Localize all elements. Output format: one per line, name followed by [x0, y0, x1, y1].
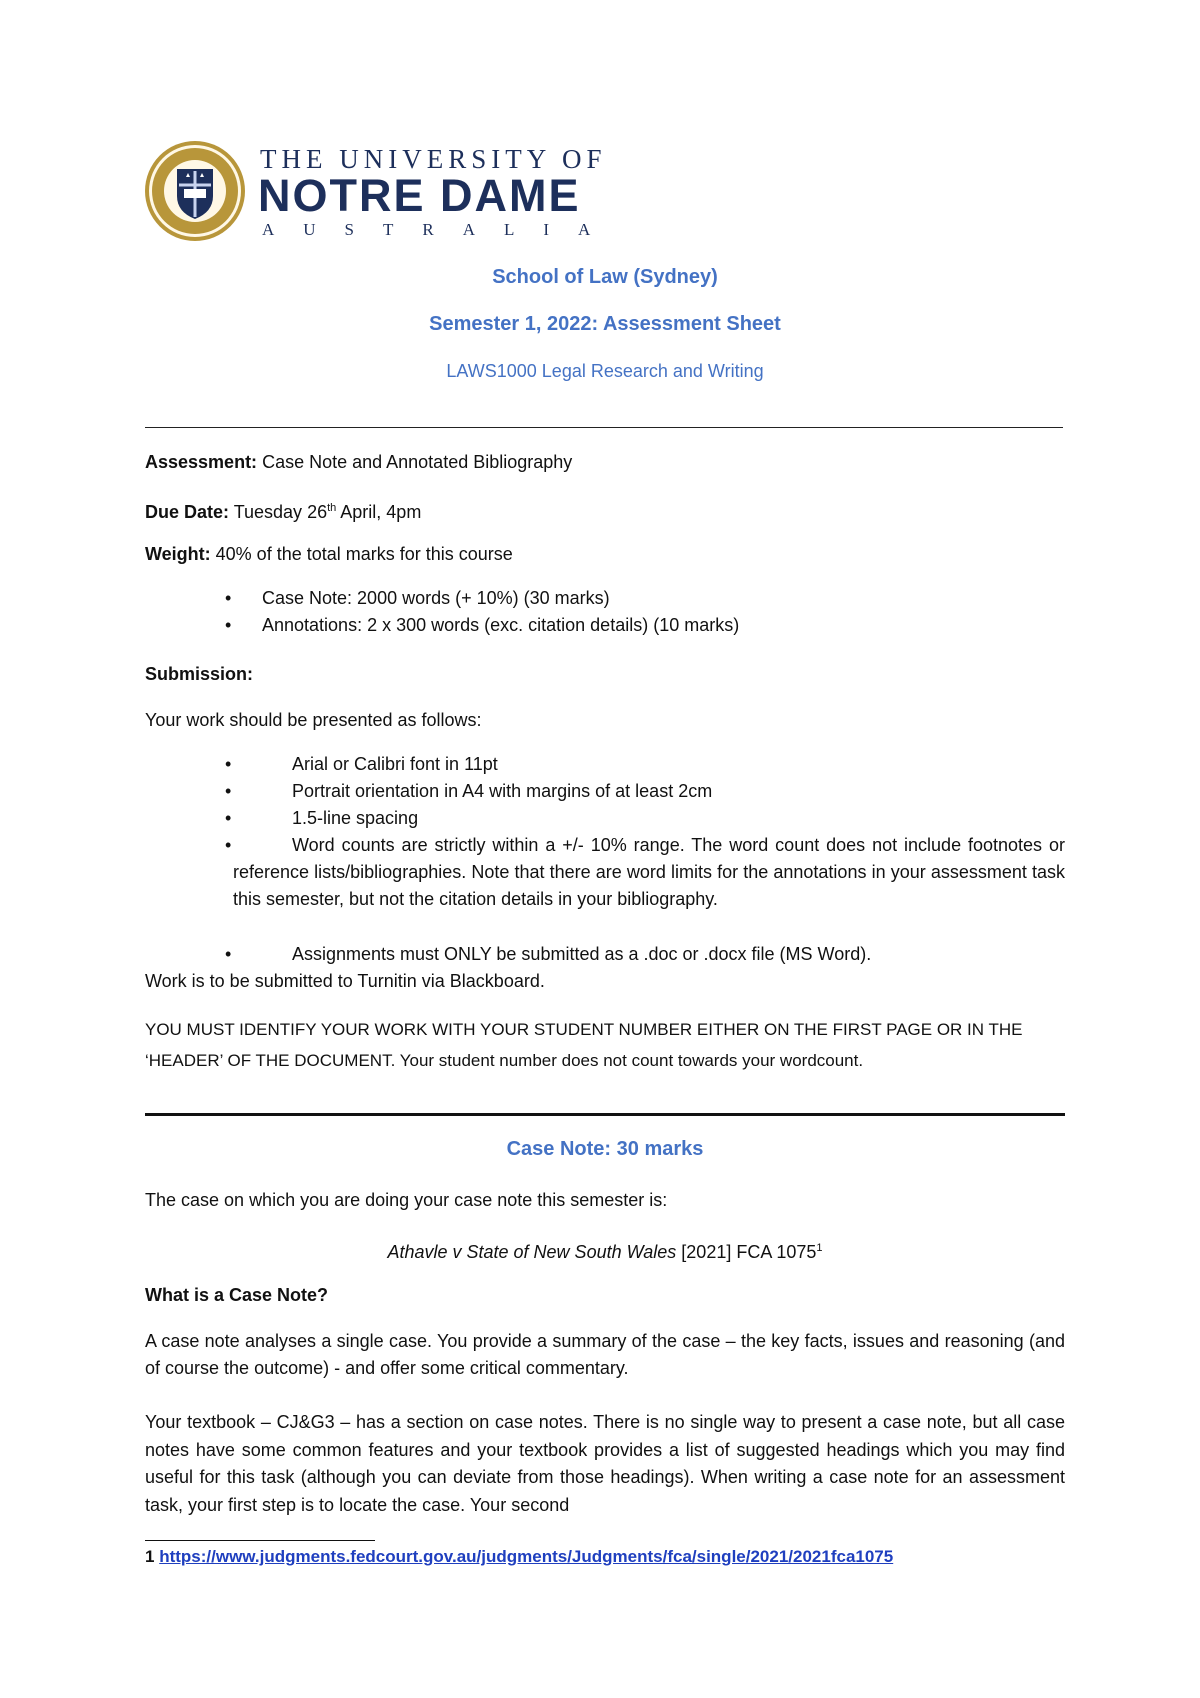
bullet-icon: •	[225, 615, 232, 635]
university-logo	[144, 140, 620, 246]
divider	[145, 427, 1063, 428]
university-seal-icon	[144, 140, 246, 242]
assessment-value: Case Note and Annotated Bibliography	[257, 452, 573, 472]
bullet-icon: •	[225, 781, 232, 801]
logo-text-line1: THE UNIVERSITY OF	[260, 144, 607, 174]
school-title: School of Law (Sydney)	[492, 266, 718, 288]
due-date-value: Tuesday 26	[229, 502, 328, 522]
submission-item-word-count: Word counts are strictly within a +/- 10% range. The word count does not include footnotes or reference lists/bibliographies. Note that there are word limits for the annotations in your assessment task this semester, but not the citation details in your bibliography.	[233, 835, 1065, 909]
footnote-ref: 1	[816, 1242, 823, 1254]
submission-intro: Your work should be presented as follows:	[145, 710, 482, 730]
bullet-icon: •	[225, 754, 232, 774]
case-note-intro: The case on which you are doing your case note this semester is:	[145, 1190, 668, 1210]
weight-item-annotations: Annotations: 2 x 300 words (exc. citation details) (10 marks)	[262, 615, 740, 635]
due-date-superscript: th	[327, 502, 337, 514]
bullet-icon: •	[225, 944, 232, 964]
submission-item-spacing: 1.5-line spacing	[292, 808, 419, 828]
bullet-icon: •	[225, 808, 232, 828]
bullet-icon: •	[225, 588, 232, 608]
student-number-notice-rest: Your student number does not count towards your wordcount.	[395, 1051, 864, 1070]
turnitin-note: Work is to be submitted to Turnitin via Blackboard.	[145, 971, 545, 991]
logo-text-line2: NOTRE DAME	[258, 170, 581, 221]
due-date-label: Due Date:	[145, 502, 230, 522]
what-is-case-note-heading: What is a Case Note?	[145, 1285, 329, 1305]
footnote-separator	[145, 1540, 375, 1541]
weight-value: 40% of the total marks for this course	[210, 544, 513, 564]
footnote-link[interactable]: https://www.judgments.fedcourt.gov.au/judgments/Judgments/fca/single/2021/2021fca1075	[159, 1547, 894, 1566]
logo-text-line3: AUSTRALIA	[262, 220, 620, 239]
weight-line	[145, 541, 1065, 568]
submission-item-font: Arial or Calibri font in 11pt	[292, 754, 498, 774]
unit-title: LAWS1000 Legal Research and Writing	[446, 361, 764, 381]
case-citation-number: [2021] FCA 1075	[676, 1242, 817, 1262]
footnote-number: 1	[145, 1547, 155, 1566]
student-number-notice-caps: YOU MUST IDENTIFY YOUR WORK WITH YOUR STUDENT NUMBER EITHER ON THE FIRST PAGE OR IN THE ‘HEADER’ OF THE DOCUMENT.	[145, 1020, 1023, 1070]
submission-item-file-type: Assignments must ONLY be submitted as a .doc or .docx file (MS Word).	[292, 944, 872, 964]
submission-label: Submission:	[145, 664, 254, 684]
semester-title: Semester 1, 2022: Assessment Sheet	[429, 313, 781, 335]
weight-label: Weight:	[145, 544, 211, 564]
weight-item-case-note: Case Note: 2000 words (+ 10%) (30 marks)	[262, 588, 610, 608]
bullet-icon: •	[225, 835, 232, 855]
footnote	[145, 1547, 893, 1567]
case-note-heading: Case Note: 30 marks	[506, 1138, 704, 1160]
assessment-label: Assessment:	[145, 452, 258, 472]
case-note-paragraph-2: Your textbook – CJ&G3 – has a section on case notes. There is no single way to present a case note, but all case notes have some common features and your textbook provides a list of suggested headings which you may find useful for this task (although you can deviate from those headings). When writing a case note for an assessment task, your first step is to locate the case. Your second	[145, 1412, 1065, 1515]
assessment-line	[145, 449, 1065, 476]
submission-item-orientation: Portrait orientation in A4 with margins of at least 2cm	[292, 781, 713, 801]
case-note-paragraph-1: A case note analyses a single case. You provide a summary of the case – the key facts, issues and reasoning (and of course the outcome) - and offer some critical commentary.	[145, 1331, 1065, 1378]
due-date-value-end: April, 4pm	[336, 502, 422, 522]
case-name: Athavle v State of New South Wales	[387, 1242, 677, 1262]
case-citation	[145, 1235, 1065, 1266]
student-number-notice	[145, 1014, 1065, 1076]
section-divider	[145, 1113, 1065, 1116]
due-date-line	[145, 495, 1065, 526]
